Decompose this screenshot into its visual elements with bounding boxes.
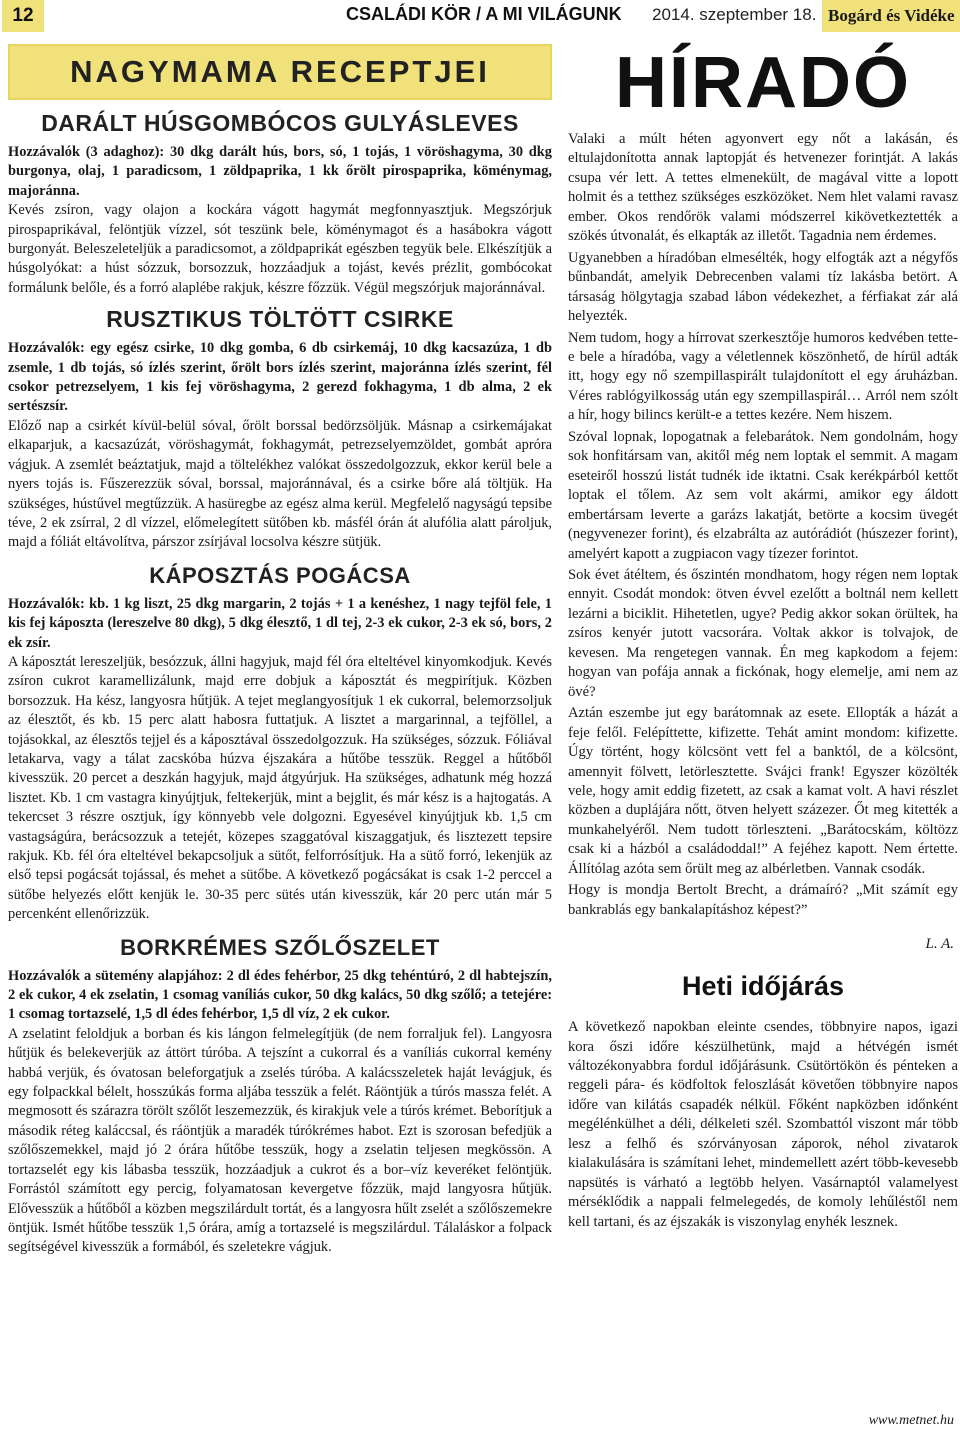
news-title: HÍRADÓ <box>615 43 911 123</box>
weather-paragraph: A következő napokban eleinte csendes, többnyire napos, igazi kora őszi időre készülhetünk, majd a hétvégén ismét változékonyabbra fordul időjárásunk. Csütörtökön és pénteken a reggeli pára- és ködfoltok feloszlását követően többnyire napos időre van kilátás csapadék nélkül. Főként napközben időnként megélénkülhet a déli, délkeleti szél. Szombattól viszont már több lesz a felhő és szórványosan záporok, néhol zivatarok kialakulására is számítani lehet, mindemellett azért több-kevesebb napsütés is várható a legtöbb helyen. Vasárnaptól valamelyest mérséklődik a nappali felmelegedés, de komoly lehűléstől nem kell tartani, és az éjszakák is viszonylag enyhék lesznek. <box>568 1019 958 1230</box>
section-title: CSALÁDI KÖR / A MI VILÁGUNK <box>346 4 622 24</box>
issue-date: 2014. szeptember 18. <box>652 5 817 24</box>
recipe-ingredients: Hozzávalók: egy egész csirke, 10 dkg gomba, 6 db csirkemáj, 10 dkg kacsazúza, 1 db zsemle, 1 db tojás, só ízlés szerint, őrölt bors ízlés szerint, majoránna ízlés szerint, fél csokor petrezselyem, 1 kis fej vöröshagyma, 2 gerezd fokhagyma, 1 db alma, 2 ek sertészsír. <box>8 340 552 415</box>
recipe-ingredients: Hozzávalók (3 adaghoz): 30 dkg darált hús, bors, só, 1 tojás, 1 vöröshagyma, 30 dkg burgonya, olaj, 1 paradicsom, 1 zöldpaprika, 1 kk őrölt pirospaprika, köménymag, majoránna. <box>8 144 552 199</box>
recipe-title: RUSZTIKUS TÖLTÖTT CSIRKE <box>106 306 454 333</box>
newspaper-brand: Bogárd és Vidéke <box>822 0 960 32</box>
recipe-instructions: A káposztát lereszeljük, besózzuk, állni hagyjuk, majd fél óra elteltével kinyomkodjuk. Kevés zsíron cukrot karamellizálunk, majd erre dobjuk a káposztát és megpirítjuk. Közben borsozzuk. Ha kész, langyosra hűtjük. A tejet meglangyosítjuk 1 ek cukorral, belemorzsoljuk az élesztőt, és kb. 15 perc alatt habosra futtatjuk. A lisztet a margarinnal, a tejföllel, a tojásokkal, az élesztős tejjel és a káposztával összedolgozzuk. Ha szükséges, sózzuk. Fóliával letakarva, vagy a tálat zacskóba húzva éjszakára a hűtőbe tesszük. Reggel a hűtőből kivesszük. 20 percet a deszkán hagyjuk, majd átgyúrjuk. Ha szükséges, adhatunk még hozzá lisztet. Kb. 1 cm vastagra kinyújtjuk, feltekerjük, mint a bejglit, és már kész is a hajtogatás. A tekercset 3 részre osztjuk, így könnyebb vele dolgozni. Egyesével kinyújtjuk kb. 1,5 cm vastagságúra, berácsozzuk a tetejét, közepes szaggatóval kiszaggatjuk, és lisztezett tepsire rakjuk. Kb. fél óra elteltével bekapcsoljuk a sütőt, felforrósítjuk. Ha a sütő forró, lekenjük az első tepsi pogácsát tojással, és mehet a sütőbe. A következő pogácsákat is csak 1-2 perccel a sütőbe helyezés előtt kenjük le. 30-35 perc sütés után kivesszük, kár 20 perc után már 5 percenként ellenőrizzük. <box>8 653 552 923</box>
news-paragraph: Aztán eszembe jut egy barátomnak az esete. Ellopták a házát a feje felől. Felépíttette, kifizette. Tehát amint mondom: kifizette. Úgy történt, hogy kölcsönt vett fel a banktól, de a kölcsönt, amennyit fölvett, letörlesztette. Svájci frank! Egyszer közölték vele, hogy amit eddig fizetett, az csak a kamat volt. A havi részlet közben a duplájára nőtt, ötven helyett százezer. Őt meg kitették a munkahelyéről. Nem tudott törleszteni. „Barátocskám, költözz csak ki a házból a családoddal!” A fejéhez kapott. Nem értette. Állítólag azóta sem őrült meg az albérletben. Vannak csodák. <box>568 705 958 877</box>
recipe-instructions: Előző nap a csirkét kívül-belül sóval, őrölt borssal bedörzsöljük. Másnap a csirkemájakat elkaparjuk, a kacsazúzát, vöröshagymát, fokhagymát, petrezselyemzöldet, gombát apróra vágjuk. A zsemlét beáztatjuk, majd a töltelékhez valókat összedolgozzuk, ekkor kerül bele a nyers tojás is. Fűszerezzük sóval, borssal, majoránnával, és a csirke bőre alá töltjük. Ha szükséges, hústűvel megtűzzük. A hasüregbe az egész alma kerül. Megfelelő nagyságú tepsibe téve, 2 ek zsírral, 2 dl vízzel, előmelegített sütőben kb. másfél órán át alufólia alatt pároljuk, majd a fóliát eltávolítva, párszor zsírjával locsolva készre sütjük. <box>8 417 552 551</box>
news-paragraph: Nem tudom, hogy a hírrovat szerkesztője humoros kedvében tette-e bele a híradóba, vagy a véletlennek köszönhető, de hírül adták itt, hogy egy nő szempillaspirált tulajdonított el egy áruházban. Véres rablógyilkosság után egy szempillaspirál… Arról nem szólt a hír, hogy bilincs került-e a tettes kezére. Nem hiszem. <box>568 329 958 424</box>
recipe-title: BORKRÉMES SZŐLŐSZELET <box>120 934 440 960</box>
recipe-instructions: Kevés zsíron, vagy olajon a kockára vágott hagymát megfonnyasztjuk. Megszórjuk pirospaprikával, felöntjük vízzel, sót teszünk bele, köménymagot és a hasábokra vágott burgonyát. Beleszeleteljük a paradicsomot, a zöldpaprikát egészben tegyük bele. Elkészítjük a húsgolyókat: a húst sózzuk, borsozzuk, hozzáadjuk a tojást, kevés prézlit, gombócokat formálunk belőle, és a forró alaplébe rakjuk, készre főzzük. Végül megszórjuk majoránnával. <box>8 202 552 296</box>
recipe-instructions: A zselatint feloldjuk a borban és kis lángon felmelegítjük (de nem forraljuk fel). Langyosra hűtjük és belekeverjük az áttört túróba. A tejszínt a cukorral és a vaníliás cukorral kemény habbá verjük, és óvatosan beleforgatjuk a zselés túróba. A kalácsszeletek haját levágjuk, és egy folpackkal bélelt, hosszúkás forma aljába tesszük a felét. Ráöntjük a túrós massza felét. A megmosott és szárazra törölt szőlőt leszemezzük, és kirakjuk vele a túrós krémet. Beborítjuk a második réteg kaláccsal, és ráöntjük a maradék túrókrémes habot. Ezt is szorosan befedjük a szőlőszemekkel, majd jó 2 órára hűtőbe tesszük, hogy a zselatin teljesen megkössön. A tortazselét egy kis lábasba tesszük, hozzáadjuk a cukrot és a bor–víz keveréket felöntjük. Forrástól számított egy percig, folyamatosan kevergetve főzzük, majd langyosra hűtjük. Elővesszük a hűtőből a közben megszilárdult tortát, és a langyosra hűlt zselét a szőlőszemekre öntjük. Ismét hűtőbe tesszük 1,5 órára, amíg a tortazselé is megszilárdul. Tálaláskor a folpack segítségével kivesszük a formából, és szeletekre vágjuk. <box>8 1025 552 1256</box>
author-signature: L. A. <box>925 936 954 953</box>
recipes-column <box>8 44 552 1258</box>
news-paragraph: Hogy is mondja Bertolt Brecht, a drámaíró? „Mit számít egy bankrablás egy bankalapításhoz képest?” <box>568 882 958 918</box>
news-paragraph: Ugyanebben a híradóban elmesélték, hogy elfogták azt a négyfős bűnbandát, amelyik Debrecenben valami tíz lakásba betört. A társaság hölgytagja szabad lábon védekezhet, a férfiakat zár alá helyezték. <box>568 249 958 325</box>
recipe-title: DARÁLT HÚSGOMBÓCOS GULYÁSLEVES <box>41 110 519 136</box>
news-paragraph: Szóval lopnak, lopogatnak a felebarátok. Nem gondolnám, hogy sok honfitársam van, akitől még nem loptak el semmit. A magam eseteiről hosszú listát tudnék ide iktatni. Csak kerékpárból kettőt loptak el tőlem. Az sem volt akármi, amikor egy áldott embertársam leverte a garázs lakatját, betörte a kocsim üvegét (negyvenezer forint), és elzabrálta az autórádiót (húszezer forint), amelyért kapott a zugpiacon vagy tízezer forintot. <box>568 428 958 562</box>
recipe-ingredients: Hozzávalók a sütemény alapjához: 2 dl édes fehérbor, 25 dkg tehéntúró, 2 dl habtejszín, 2 ek cukor, 4 ek zselatin, 1 csomag vaníliás cukor, 50 dkg kalács, 50 dkg szőlő; a tetejére: 1 csomag tortazselé, 1,5 dl édes fehérbor, 1,5 dl víz, 2 ek cukor. <box>8 967 552 1023</box>
recipe-title: KÁPOSZTÁS POGÁCSA <box>149 562 411 588</box>
weather-title: Heti időjárás <box>681 971 845 1002</box>
source-url: www.metnet.hu <box>868 1413 954 1428</box>
news-paragraph: Valaki a múlt héten agyonvert egy nőt a lakásán, és eltulajdonította annak laptopját és hetvenezer forintját. A lakás csupa vér lett. A tettes elmenekült, de magával vitte a lopott holmit és a tetthez szükséges eszközöket. Nem hlet valami ravasz ember. Okos rendőrök valami módszerrel kikövetkeztették a szökés útvonalát, és elkapták az illetőt. Tagadnia nem érdemes. <box>568 131 958 245</box>
news-column <box>568 44 958 1232</box>
page-number: 12 <box>2 0 44 32</box>
page-header <box>0 0 960 32</box>
recipes-banner: NAGYMAMA RECEPTJEI <box>8 44 552 100</box>
recipe-ingredients: Hozzávalók: kb. 1 kg liszt, 25 dkg margarin, 2 tojás + 1 a kenéshez, 1 nagy tejföl fele, 1 kis fej káposzta (lereszelve 80 dkg), 5 dkg élesztő, 1 dl tej, 2-3 ek cukor, 2-3 ek só, bors, 2 ek zsír. <box>8 595 552 651</box>
news-paragraph: Sok évet átéltem, és őszintén mondhatom, hogy régen nem loptak ennyit. Csodát mondok: ötven évvel ezelőtt a boltnál nem kellett lezárni a biciklit. Hihetetlen, ugye? Pedig akkor sokan örültek, ha zsíros kenyér jutott vacsorára. Voltak akkor is tolvajok, de kevesen. Ma rengetegen vannak. Én meg kapkodom a fejem: hogyan van pofája annak a fickónak, hogy elemelje, ami nem az övé? <box>568 566 958 700</box>
